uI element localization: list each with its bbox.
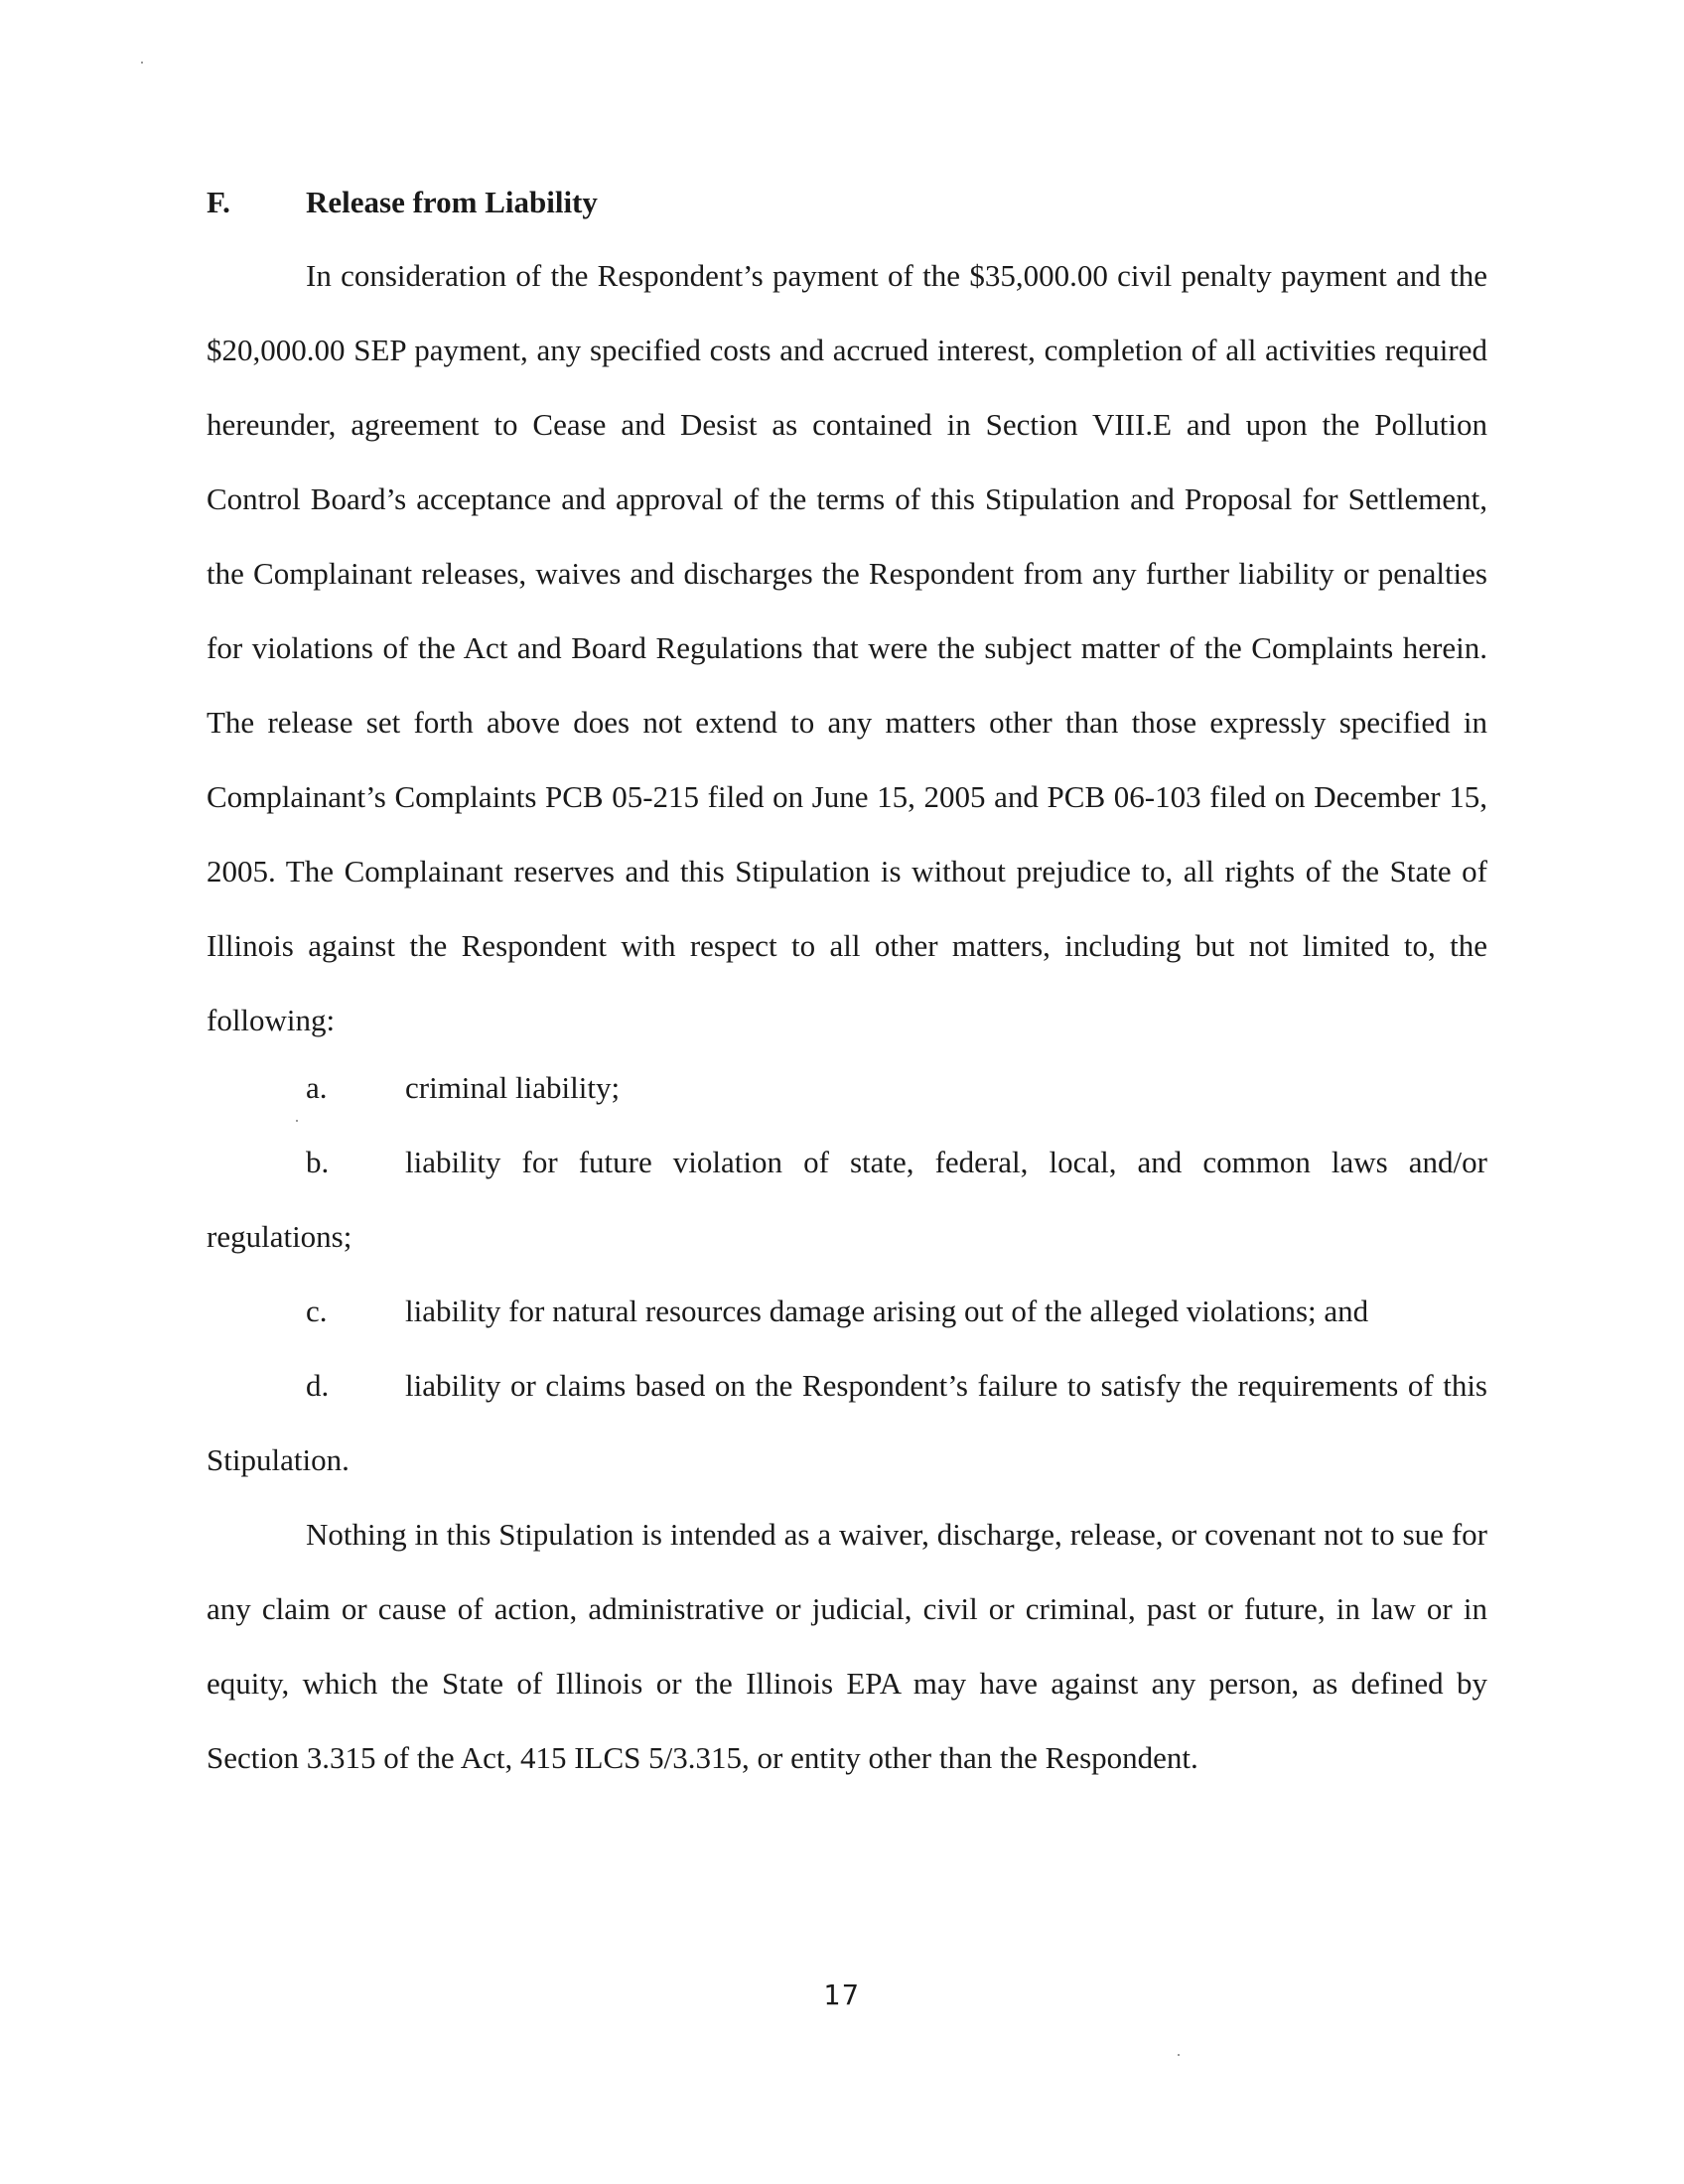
list-item <box>207 1125 1487 1274</box>
scan-speck <box>1178 2054 1180 2056</box>
list-item-text: liability for natural resources damage arising out of the alleged violations; and <box>405 1294 1369 1328</box>
list-item <box>207 1274 1487 1348</box>
list-marker: a. <box>306 1070 328 1105</box>
scan-speck <box>296 1120 298 1122</box>
list-marker: d. <box>306 1368 330 1403</box>
list-item-text: criminal liability; <box>405 1070 621 1105</box>
list-item-text: liability for future violation of state, federal, local, and common laws and/or regulations; <box>207 1145 1487 1254</box>
section-heading <box>207 185 598 220</box>
reservations-list <box>207 1050 1487 1497</box>
list-item-text: liability or claims based on the Respondent’s failure to satisfy the requirements of this Stipulation. <box>207 1368 1487 1477</box>
nothing-paragraph: Nothing in this Stipulation is intended as a waiver, discharge, release, or covenant not to sue for any claim or cause of action, administrative or judicial, civil or criminal, past or future, in law or in equity, which the State of Illinois or the Illinois EPA may have against any person, as defined by Section 3.315 of the Act, 415 ILCS 5/3.315, or entity other than the Respondent. <box>207 1517 1487 1775</box>
list-item <box>207 1348 1487 1497</box>
release-paragraph: In consideration of the Respondent’s payment of the $35,000.00 civil penalty payment and the $20,000.00 SEP payment, any specified costs and accrued interest, completion of all activities required hereunder, agreement to Cease and Desist as contained in Section VIII.E and upon the Pollution Control Board’s acceptance and approval of the terms of this Stipulation and Proposal for Settlement, the Complainant releases, waives and discharges the Respondent from any further liability or penalties for violations of the Act and Board Regulations that were the subject matter of the Complaints herein. The release set forth above does not extend to any matters other than those expressly specified in Complainant’s Complaints PCB 05-215 filed on June 15, 2005 and PCB 06-103 filed on December 15, 2005. The Complainant reserves and this Stipulation is without prejudice to, all rights of the State of Illinois against the Respondent with respect to all other matters, including but not limited to, the following: <box>207 258 1487 1037</box>
list-marker: c. <box>306 1294 328 1328</box>
list-item <box>207 1050 1487 1125</box>
section-letter: F. <box>207 185 230 219</box>
section-title: Release from Liability <box>306 185 598 219</box>
scan-speck <box>141 62 143 64</box>
page-number: 17 <box>823 1979 861 2011</box>
list-marker: b. <box>306 1145 330 1179</box>
